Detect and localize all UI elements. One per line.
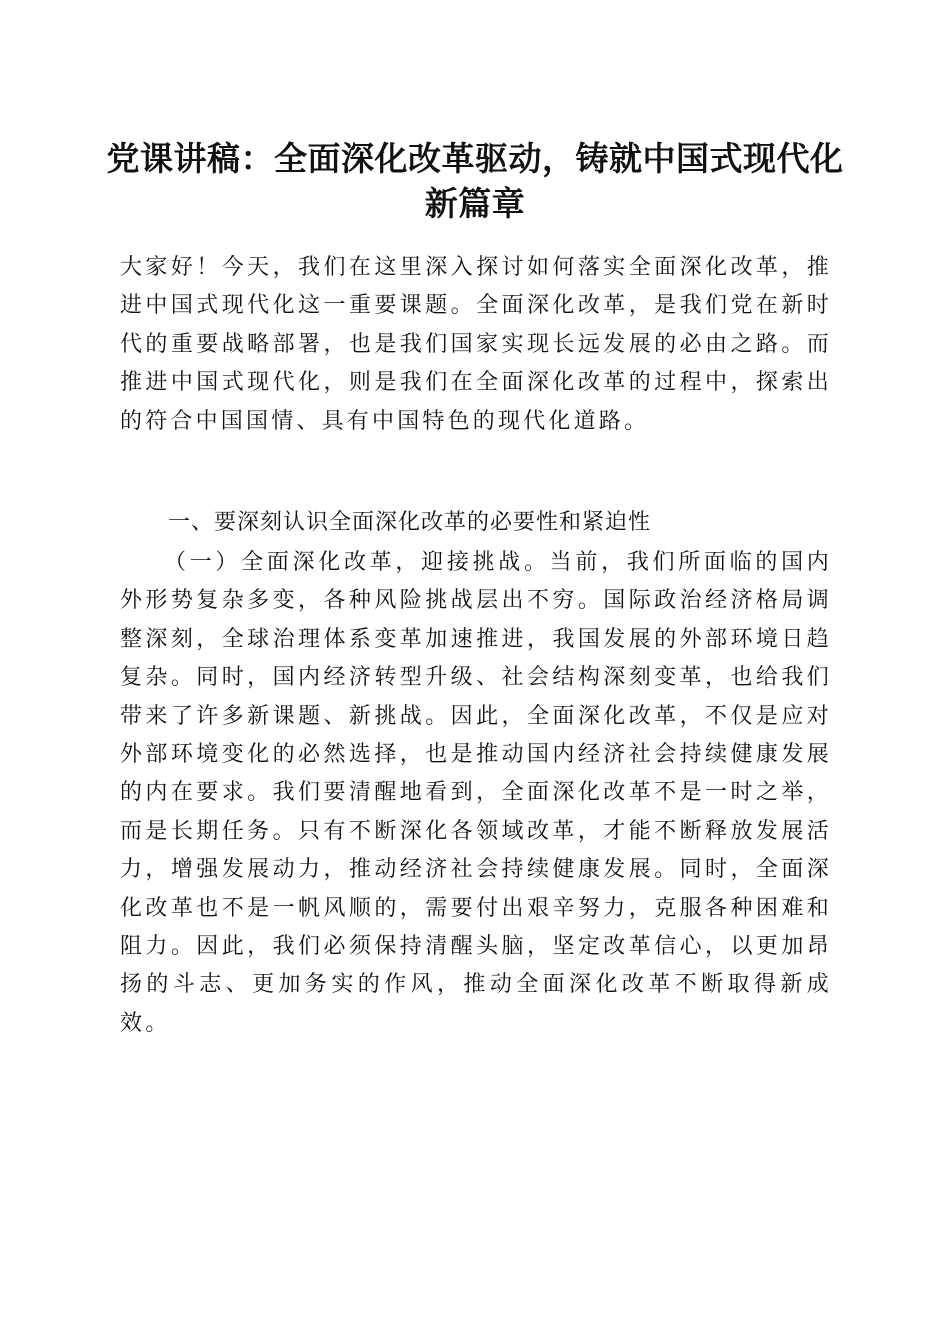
intro-paragraph: 大家好！今天，我们在这里深入探讨如何落实全面深化改革，推进中国式现代化这一重要课题。全面深化改革，是我们党在新时代的重要战略部署，也是我们国家实现长远发展的必由之路。而推进中国式现代化，则是我们在全面深化改革的过程中，探索出的符合中国国情、具有中国特色的现代化道路。 — [120, 255, 832, 434]
subsection-paragraph: （一）全面深化改革，迎接挑战。当前，我们所面临的国内外形势复杂多变，各种风险挑战层出不穷。国际政治经济格局调整深刻，全球治理体系变革加速推进，我国发展的外部环境日趋复杂。同时，国内经济转型升级、社会结构深刻变革，也给我们带来了许多新课题、新挑战。因此，全面深化改革，不仅是应对外部环境变化的必然选择，也是推动国内经济社会持续健康发展的内在要求。我们要清醒地看到，全面深化改革不是一时之举，而是长期任务。只有不断深化各领域改革，才能不断释放发展活力，增强发展动力，推动经济社会持续健康发展。同时，全面深化改革也不是一帆风顺的，需要付出艰辛努力，克服各种困难和阻力。因此，我们必须保持清醒头脑，坚定改革信心，以更加昂扬的斗志、更加务实的作风，推动全面深化改革不断取得新成效。 — [120, 550, 832, 1036]
document-title: 党课讲稿：全面深化改革驱动，铸就中国式现代化新篇章 — [106, 139, 844, 223]
section-heading: 一、要深刻认识全面深化改革的必要性和紧迫性 — [168, 510, 652, 535]
